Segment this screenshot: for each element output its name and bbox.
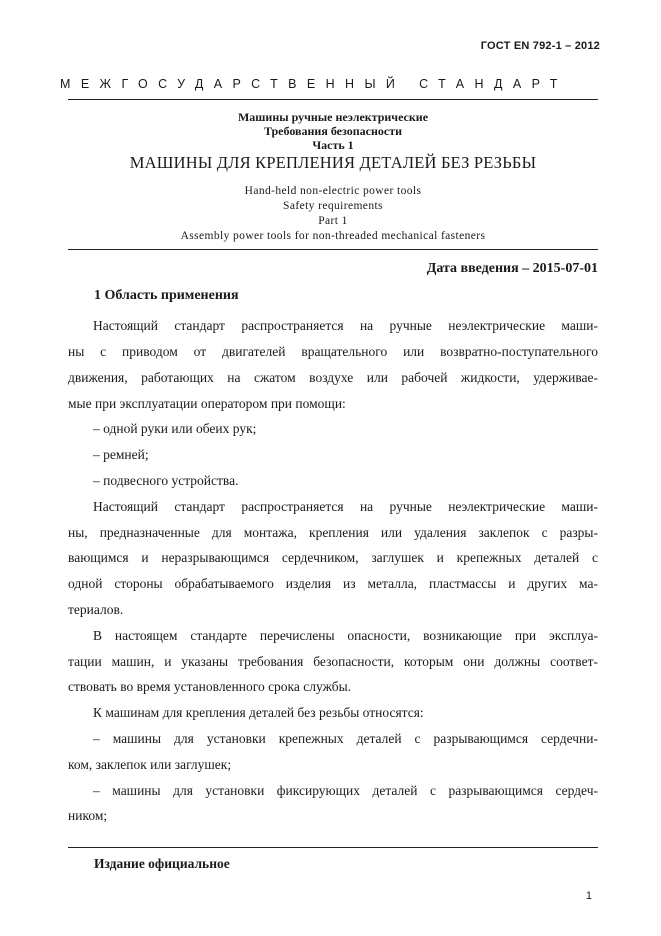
body-line: В настоящем стандарте перечислены опасности, возникающие при эксплуа- [93, 628, 598, 643]
body-line: мые при эксплуатации оператором при помощи: [68, 396, 346, 411]
title-ru-line2: Требования безопасности [263, 124, 403, 138]
list-item: – машины для установки крепежных деталей с разрывающимся сердечни- [93, 731, 598, 746]
body-line: одной стороны обрабатываемого изделия из металла, пластмассы и других ма- [68, 576, 598, 591]
list-item: – подвесного устройства. [93, 473, 239, 488]
body-line: движения, работающих на сжатом воздухе или рабочей жидкости, удерживае- [68, 370, 598, 385]
edition-label: Издание официальное [94, 856, 230, 871]
document-code: ГОСТ EN 792-1 – 2012 [480, 40, 600, 52]
title-divider [68, 249, 598, 250]
body-line: вающимся и неразрывающимся сердечником, заглушек и крепежных деталей с [68, 550, 598, 565]
introduction-date: Дата введения – 2015-07-01 [426, 261, 598, 276]
list-item: – ремней; [93, 447, 149, 462]
body-line: ствовать во время установленного срока службы. [68, 679, 352, 694]
title-ru-main: МАШИНЫ ДЛЯ КРЕПЛЕНИЯ ДЕТАЛЕЙ БЕЗ РЕЗЬБЫ [129, 153, 537, 172]
section-title: 1 Область применения [94, 288, 239, 303]
list-item-continuation: ником; [68, 808, 108, 823]
title-en-line2: Safety requirements [283, 200, 383, 212]
title-ru-part: Часть 1 [312, 138, 354, 152]
title-en-part: Part 1 [318, 215, 348, 227]
body-line: Настоящий стандарт распространяется на ручные неэлектрические маши- [93, 318, 598, 333]
title-en-main: Assembly power tools for non-threaded mechanical fasteners [180, 230, 486, 242]
list-item-continuation: ком, заклепок или заглушек; [68, 757, 232, 772]
list-item: – одной руки или обеих рук; [93, 421, 257, 436]
body-line: ны с приводом от двигателей вращательного или возвратно-поступательного [68, 344, 598, 359]
footer-divider [68, 847, 598, 848]
standard-kind-heading: МЕЖГОСУДАРСТВЕННЫЙ СТАНДАРТ [60, 77, 568, 91]
body-line: Настоящий стандарт распространяется на ручные неэлектрические маши- [93, 499, 598, 514]
list-item: – машины для установки фиксирующих деталей с разрывающимся сердеч- [93, 783, 598, 798]
body-line: териалов. [68, 602, 124, 617]
top-divider [68, 99, 598, 100]
page-number: 1 [585, 890, 592, 902]
body-line: тации машин, и указаны требования безопасности, которым они должны соответ- [68, 654, 598, 669]
body-line: К машинам для крепления деталей без резьбы относятся: [93, 705, 424, 720]
body-line: ны, предназначенные для монтажа, крепления или удаления заклепок с разры- [68, 525, 598, 540]
title-en-line1: Hand-held non-electric power tools [244, 185, 422, 197]
title-ru-line1: Машины ручные неэлектрические [237, 110, 429, 124]
